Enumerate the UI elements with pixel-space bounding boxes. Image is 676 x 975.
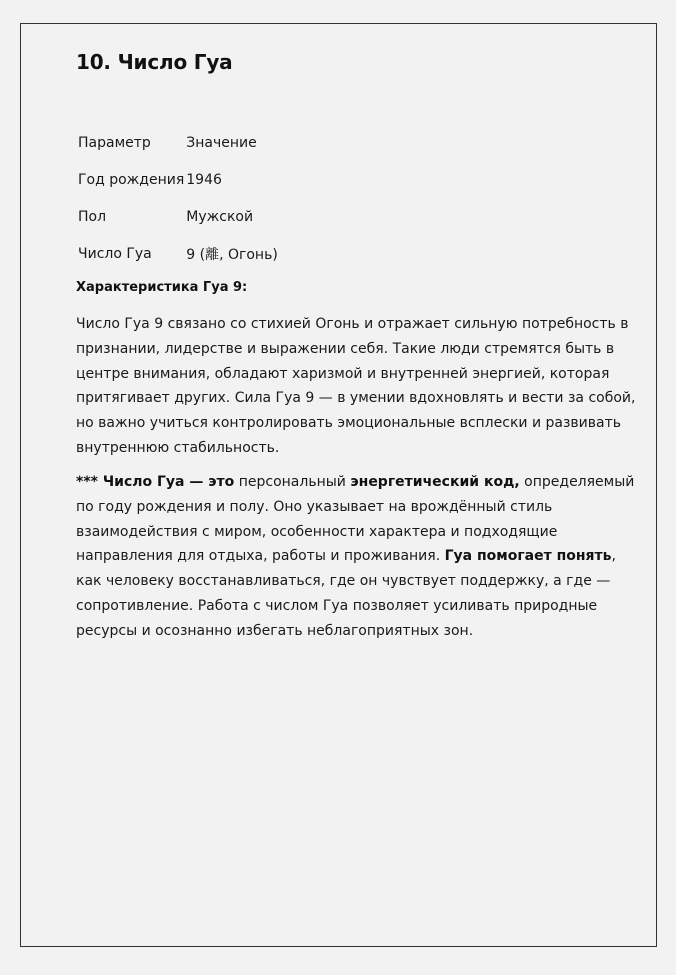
table-row <box>76 161 278 198</box>
table-row <box>76 198 278 235</box>
row-param-birth-year: Год рождения <box>78 171 185 188</box>
note-bold-code: энергетический код, <box>350 474 520 490</box>
table-header-row <box>76 124 278 161</box>
parameters-table <box>76 124 278 272</box>
row-value-gua-number: 9 (離, Огонь) <box>186 246 278 263</box>
section-title: 10. Число Гуа <box>76 50 233 74</box>
table-row <box>76 235 278 272</box>
note-bold-lead: *** Число Гуа — это <box>76 474 235 490</box>
note-text-3: , как человеку восстанавливаться, где он чувствует поддержку, а где — сопротивление. Работа с числом Гуа позволяет усиливать природные ресурсы и осознанно избегать неблагоприятных зон. <box>76 548 616 639</box>
header-cell-value: Значение <box>186 134 257 151</box>
row-value-gender: Мужской <box>186 208 254 225</box>
document-page <box>20 23 657 947</box>
note-bold-helps: Гуа помогает понять <box>444 548 612 565</box>
note-text-1: персональный <box>234 474 351 490</box>
row-param-gender: Пол <box>78 208 107 225</box>
header-cell-param: Параметр <box>78 134 151 151</box>
row-value-birth-year: 1946 <box>186 171 222 188</box>
gua-note-paragraph <box>76 470 642 644</box>
row-param-gua-number: Число Гуа <box>78 245 152 262</box>
note-text-2: определяемый по году рождения и полу. Оно указывает на врождённый стиль взаимодействия с миром, особенности характера и подходящие направления для отдыха, работы и проживания. <box>76 474 635 565</box>
characteristic-heading: Характеристика Гуа 9: <box>76 280 248 295</box>
characteristic-paragraph: Число Гуа 9 связано со стихией Огонь и отражает сильную потребность в признании, лидерстве и выражении себя. Такие люди стремятся быть в центре внимания, обладают харизмой и внутренней энергией, которая притягивает других. Сила Гуа 9 — в умении вдохновлять и вести за собой, но важно учиться контролировать эмоциональные всплески и развивать внутреннюю стабильность. <box>76 316 636 456</box>
